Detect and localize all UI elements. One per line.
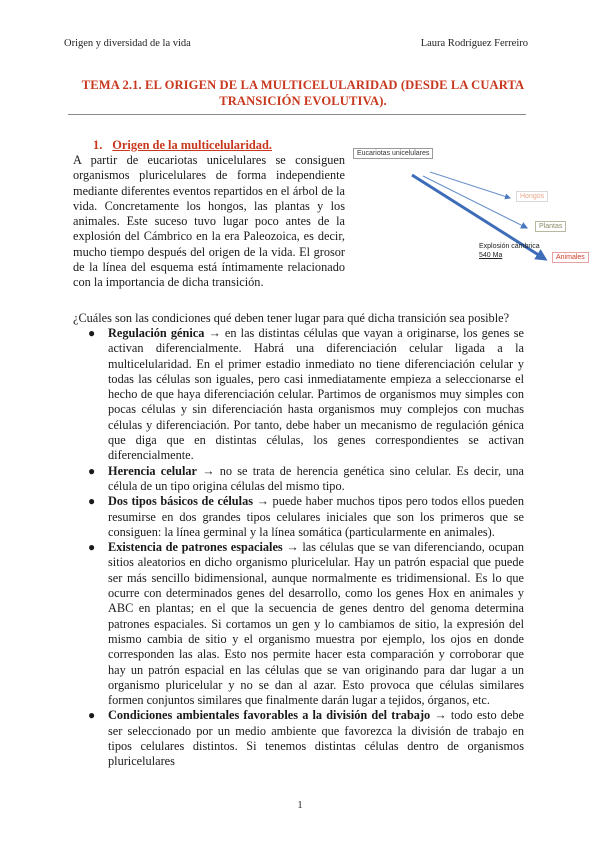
- evolution-diagram: [350, 145, 600, 285]
- section-heading-text: Origen de la multicelularidad.: [112, 138, 272, 152]
- intro-paragraph: A partir de eucariotas unicelulares se consiguen organismos pluricelulares de forma independiente mediante diferentes eventos repartidos en el árbol de la vida. Concretamente los hongos, las plantas y los animales. Este suceso tuvo lugar poco antes de la explosión del Cámbrico en la era Paleozoica, es decir, mucho tiempo después del origen de la vida. El grosor de la línea del esquema está íntimamente relacionado con la importancia de dicha transición.: [73, 153, 345, 290]
- item-term: Regulación génica: [108, 326, 205, 340]
- annotation-line-1: Explosión cámbrica: [479, 243, 540, 250]
- arrow-icon: →: [208, 326, 221, 340]
- section-number: 1.: [93, 138, 103, 152]
- bullet-icon: ●: [88, 540, 96, 555]
- item-term: Dos tipos básicos de células: [108, 494, 253, 509]
- list-item: [88, 326, 525, 464]
- arrow-icon: →: [286, 540, 299, 555]
- list-item: [88, 494, 524, 540]
- page-number: 1: [297, 800, 303, 811]
- conditions-list: [88, 326, 525, 770]
- diagram-arrows: [350, 145, 600, 285]
- header-left: Origen y diversidad de la vida: [64, 38, 191, 49]
- item-text: puede haber muchos tipos pero todos ellos pueden resumirse en dos grandes tipos celulares iniciales que son los primeros que se consiguen: la línea germinal y la línea somática (particularmente en animales).: [108, 494, 524, 539]
- diagram-annotation: [476, 241, 543, 261]
- item-text: las células que se van diferenciando, ocupan sitios aleatorios en dicho organismo pluricelular. Hay un patrón espacial que puede ser más sencillo bidimensional, aunque normalmente es tridimensional. Es lo que ocurre con determinados genes del desarrollo, como los genes Hox en animales y ABC en plantas; en el que la secuencia de genes dentro del genoma determina patrones espaciales. Si cortamos un gen y lo cambiamos de sitio, la expresión del mismo cambia de sitio y el organismo muestra por ejemplo, los ojos en donde corresponden las alas. Esto nos permite hacer esta comparación y corroborar que hay un patrón espacial en las células que se van originando para dar lugar a un organismo pluricelular y no se dan al azar. Esto provoca que células similares formen conjuntos similares que finalmente darán lugar a tejidos, órganos, etc.: [108, 540, 525, 708]
- item-text: en las distintas células que vayan a originarse, los genes se activan diferencialmente. Habrá una diferenciación celular ligada a la multicelularidad. En el primer estadio inmediato no tiene diferenciación celular y todas las células son iguales, pero casi inmediatamente empieza a seleccionarse el hecho de que haya diferenciación celular. Partimos de organismos muy simples con pocas células y sin diferenciación hasta organismos muy complejos con muchas células y diferenciación. Por tanto, debe haber un mecanismo de regulación génica que diga que en distintas células, los genes correspondientes se activan diferencialmente.: [108, 326, 525, 463]
- bullet-icon: ●: [88, 708, 96, 723]
- item-term: Existencia de patrones espaciales: [108, 540, 283, 555]
- bullet-icon: ●: [88, 494, 96, 509]
- bullet-icon: ●: [88, 463, 96, 478]
- diagram-source-box: Eucariotas unicelulares: [353, 148, 433, 159]
- list-item: [88, 708, 525, 769]
- bullet-icon: ●: [88, 326, 96, 340]
- arrow-icon: →: [256, 494, 269, 509]
- item-term: Condiciones ambientales favorables a la división del trabajo: [108, 708, 431, 723]
- diagram-target-hongos: Hongos: [516, 191, 548, 202]
- arrow-icon: →: [434, 708, 447, 723]
- item-term: Herencia celular: [108, 463, 197, 478]
- diagram-target-animales: Animales: [552, 252, 589, 263]
- question-text: ¿Cuáles son las condiciones qué deben tener lugar para qué dicha transición sea posible?: [73, 311, 510, 325]
- arrow-icon: →: [202, 463, 215, 478]
- header-right: Laura Rodríguez Ferreiro: [420, 38, 528, 49]
- annotation-line-2: 540 Ma: [479, 252, 503, 259]
- title-line-1: TEMA 2.1. EL ORIGEN DE LA MULTICELULARIDAD (DESDE LA CUARTA: [81, 78, 525, 92]
- document-title: [70, 77, 536, 109]
- list-item: [88, 540, 525, 708]
- item-text: no se trata de herencia genética sino celular. Es decir, una célula de un tipo origina células del mismo tipo.: [108, 463, 524, 493]
- diagram-target-plantas: Plantas: [535, 221, 566, 232]
- title-divider: [68, 114, 526, 115]
- list-item: [88, 463, 524, 495]
- item-text: todo esto debe ser seleccionado por un medio ambiente que favorezca la división de trabajo en tipos celulares distintos. Si tenemos distintas células dentro de organismos pluricelulares: [108, 708, 525, 769]
- section-heading: [93, 138, 272, 153]
- title-line-2: TRANSICIÓN EVOLUTIVA).: [219, 94, 387, 108]
